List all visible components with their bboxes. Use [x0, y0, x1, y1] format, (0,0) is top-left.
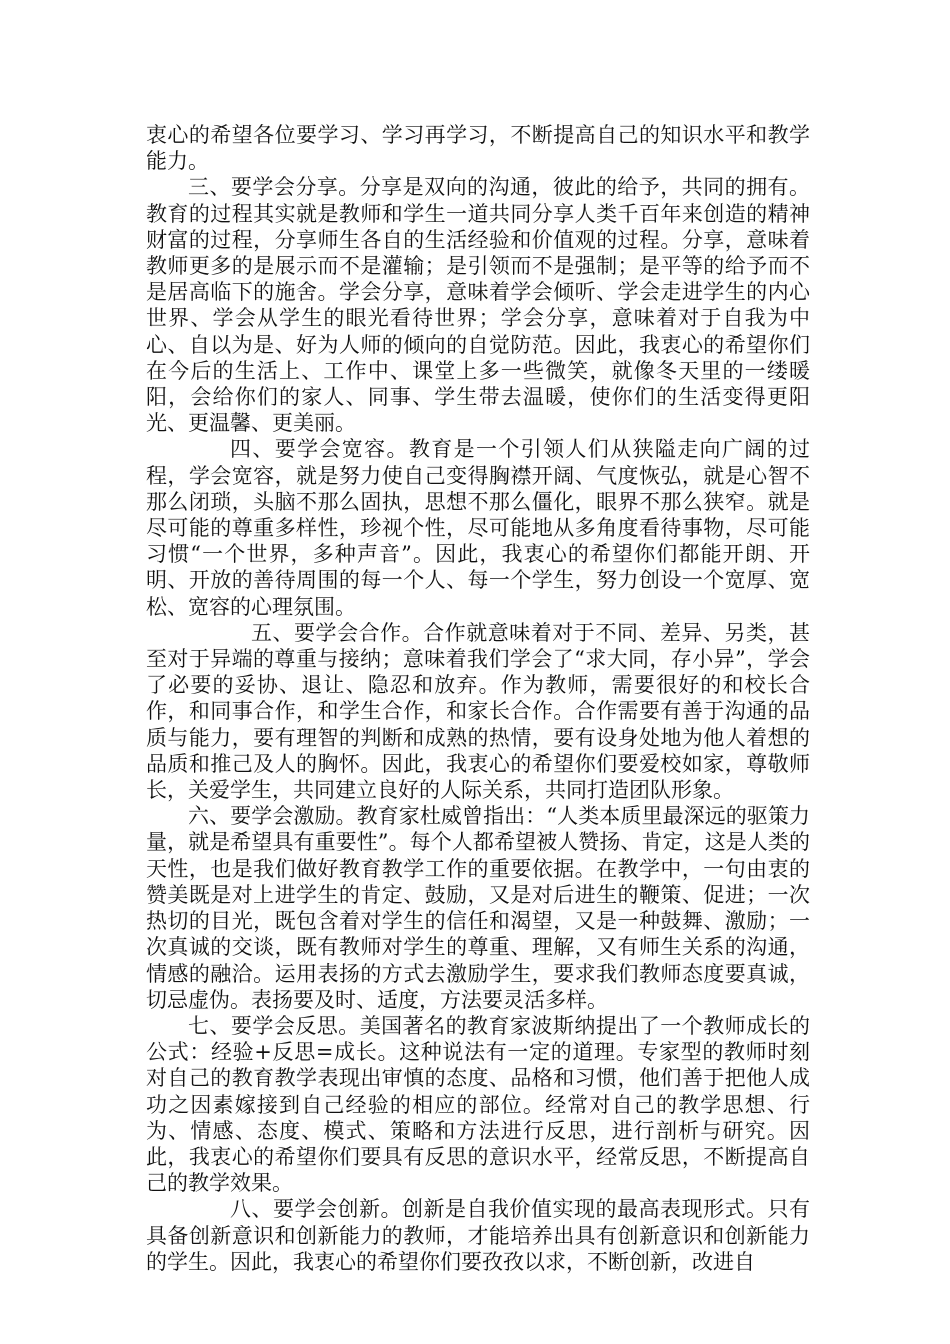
paragraph-continuation: 衷心的希望各位要学习、学习再学习，不断提高自己的知识水平和教学能力。 [146, 123, 810, 174]
paragraph-cooperation: 五、要学会合作。合作就意味着对于不同、差异、另类，甚至对于异端的尊重与接纳；意味着我们学会了“求大同，存小异”，学会了必要的妥协、退让、隐忍和放弃。作为教师，需要很好的和校长合作，和同事合作，和学生合作，和家长合作。合作需要有善于沟通的品质与能力，要有理智的判断和成熟的热情，要有设身处地为他人着想的品质和推己及人的胸怀。因此，我衷心的希望你们要爱校如家，尊敬师长，关爱学生，共同建立良好的人际关系，共同打造团队形象。 [146, 620, 810, 803]
document-body [146, 122, 810, 1275]
paragraph-innovation: 八、要学会创新。创新是自我价值实现的最高表现形式。只有具备创新意识和创新能力的教师，才能培养出具有创新意识和创新能力的学生。因此，我衷心的希望你们要孜孜以求，不断创新，改进自 [146, 1197, 810, 1274]
paragraph-sharing: 三、要学会分享。分享是双向的沟通，彼此的给予，共同的拥有。教育的过程其实就是教师和学生一道共同分享人类千百年来创造的精神财富的过程，分享师生各自的生活经验和价值观的过程。分享，意味着教师更多的是展示而不是灌输；是引领而不是强制；是平等的给予而不是居高临下的施舍。学会分享，意味着学会倾听、学会走进学生的内心世界、学会从学生的眼光看待世界；学会分享，意味着对于自我为中心、自以为是、好为人师的倾向的自觉防范。因此，我衷心的希望你们在今后的生活上、工作中、课堂上多一些微笑，就像冬天里的一缕暖阳，会给你们的家人、同事、学生带去温暖，使你们的生活变得更阳光、更温馨、更美丽。 [146, 175, 810, 436]
paragraph-tolerance: 四、要学会宽容。教育是一个引领人们从狭隘走向广阔的过程，学会宽容，就是努力使自己变得胸襟开阔、气度恢弘，就是心智不那么闭琐，头脑不那么固执，思想不那么僵化，眼界不那么狭窄。就是尽可能的尊重多样性，珍视个性，尽可能地从多角度看待事物，尽可能习惯“一个世界，多种声音”。因此，我衷心的希望你们都能开朗、开明、开放的善待周围的每一个人、每一个学生，努力创设一个宽厚、宽松、宽容的心理氛围。 [146, 437, 810, 619]
paragraph-motivation: 六、要学会激励。教育家杜威曾指出：“人类本质里最深远的驱策力量，就是希望具有重要性”。每个人都希望被人赞扬、肯定，这是人类的天性，也是我们做好教育教学工作的重要依据。在教学中，一句由衷的赞美既是对上进学生的肯定、鼓励，又是对后进生的鞭策、促进；一次热切的目光，既包含着对学生的信任和渴望，又是一种鼓舞、激励；一次真诚的交谈，既有教师对学生的尊重、理解，又有师生关系的沟通，情感的融洽。运用表扬的方式去激励学生，要求我们教师态度要真诚，切忌虚伪。表扬要及时、适度，方法要灵活多样。 [146, 804, 810, 1012]
paragraph-reflection: 七、要学会反思。美国著名的教育家波斯纳提出了一个教师成长的公式：经验+反思=成长。这种说法有一定的道理。专家型的教师时刻对自己的教育教学表现出审慎的态度、品格和习惯，他们善于把他人成功之因素嫁接到自己经验的相应的部位。经常对自己的教学思想、行为、情感、态度、模式、策略和方法进行反思，进行剖析与研究。因此，我衷心的希望你们要具有反思的意识水平，经常反思，不断提高自己的教学效果。 [146, 1013, 810, 1196]
